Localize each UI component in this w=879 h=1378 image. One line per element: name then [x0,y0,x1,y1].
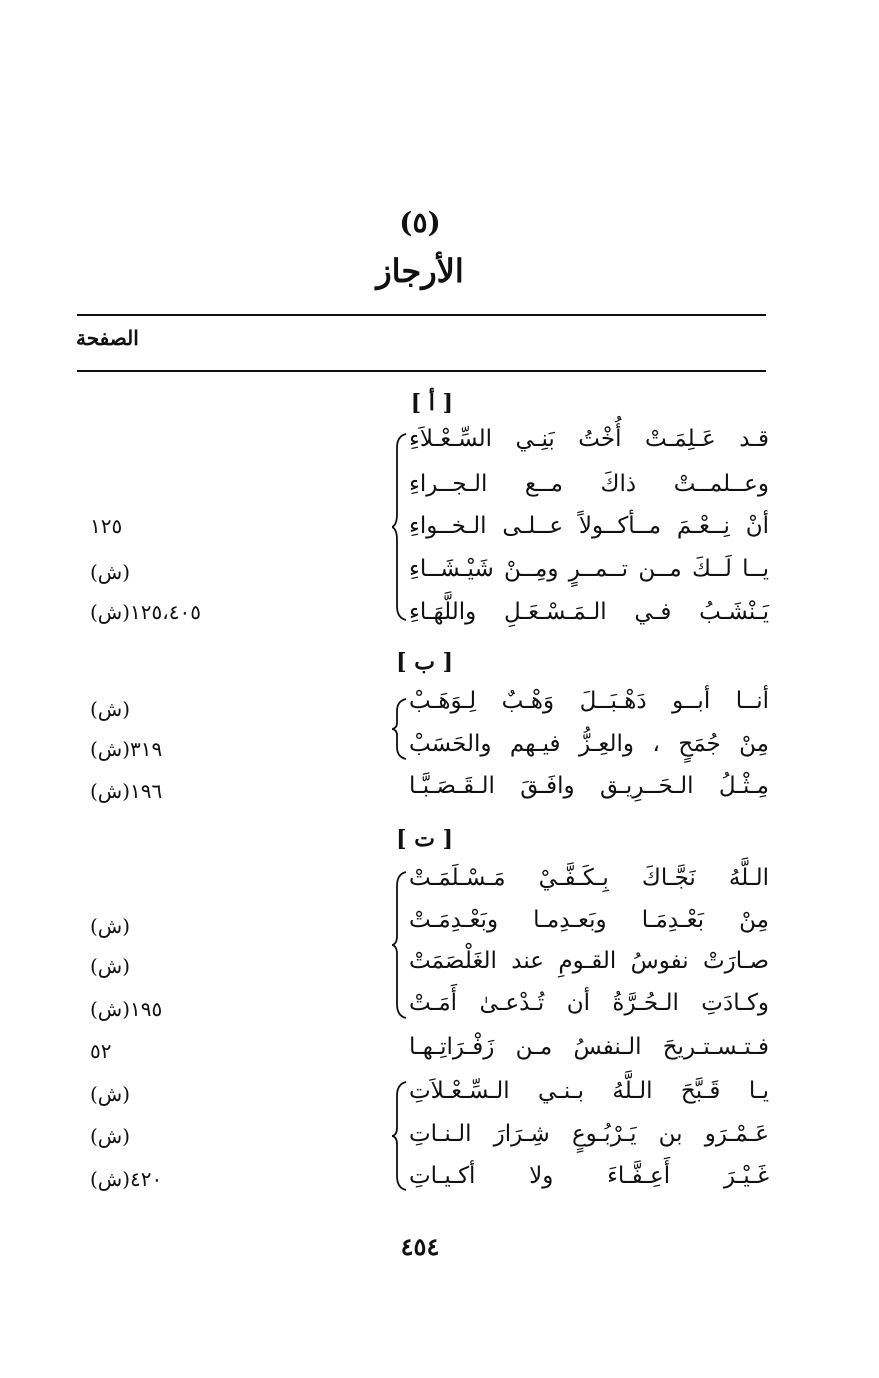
brace-bracket [392,697,410,761]
verse-line: يـا قَـبَّحَ الـلَّهُ بـنـي الـسِّـعْـلاَتِ [409,1078,769,1104]
page-reference: (ش) [90,1082,131,1106]
verse-line: صـارَتْ نفوسُ القـومِ عند الغَلْصَمَتْ [409,948,769,974]
rhyme-letter-heading: [ ب ] [396,649,453,675]
section-number: (٥) [399,206,441,239]
page-reference: ١٢٥ [90,514,123,538]
verse-line: وكـادَتِ الـحُـرَّةُ أن تُـدْعـىٰ أَمَـتْ [409,990,769,1016]
verse-line: الـلَّهُ نَجَّـاكَ بِـكَـفَّـيْ مَـسْـلَمَـتْ [409,865,769,891]
page-column-header: الصفحة [76,326,139,350]
rhyme-letter-heading: [ ت ] [396,826,453,852]
top-rule [77,314,766,316]
verse-line: مِنْ جُمَحٍ ، والعِـزُّ فيـهم والحَسَبْ [409,731,769,757]
verse-line: يَـنْشَـبُ فـي الـمَـسْـعَـلِ واللَّهَـاءِ [409,599,769,625]
verse-line: غَـيْـرَ أَعِـفَّـاءَ ولا أكـيـاتِ [409,1163,769,1189]
verse-line: عَـمْـرَو بن يَـرْبُـوعٍ شِـرَارَ الـنـاتِ [409,1121,769,1147]
verse-line: أنْ نِــعْـمَ مــأكــولاً عــلـى الـخــواءِ [409,513,769,539]
verse-line: قـد عَـلِمَـتْ أُخْتُ بَنِـي السِّـعْـلاَءِ [409,426,769,452]
page-reference: (ش) [90,954,131,978]
page-reference: (ش) [90,697,131,721]
page-reference: (ش) [90,914,131,938]
page-reference: ١٩٥(ش) [90,997,163,1021]
page-reference: (ش) [90,560,131,584]
page-number: ٤٥٤ [400,1232,440,1261]
brace-bracket [392,432,410,622]
page-reference: ١٢٥،٤٠٥(ش) [90,600,201,624]
brace-bracket [392,1080,410,1192]
verse-line: وعــلمــتْ ذاكَ مــع الـجــراءِ [409,471,769,497]
verse-line: يــا لَــكَ مــن تــمــرٍ ومِــنْ شَيْـشَــاءِ [409,556,769,582]
section-title: الأرجاز [376,252,464,290]
brace-bracket [392,870,410,1020]
page-reference: ٥٢ [90,1039,112,1063]
rhyme-letter-heading: [ أ ] [410,390,453,416]
page-reference: ٤٢٠(ش) [90,1167,163,1191]
verse-line: فـتـسـتـريحَ الـنفسُ مـن زَفْـرَاتِـهـا [409,1034,769,1060]
verse-line: مِنْ بَعْـدِمَـا وبَعـدِمـا وبَعْـدِمَـتْ [409,907,769,933]
page-reference: (ش) [90,1124,131,1148]
page-reference: ٣١٩(ش) [90,737,163,761]
verse-line: أنــا أبــو دَهْـبَــلَ وَهْـبٌ لِـوَهَـبْ [409,688,769,714]
verse-line: مِـثْـلُ الـحَــرِيـق وافَـقَ الـقَـصَـبَّـا [409,773,769,799]
header-bottom-rule [77,370,766,372]
page-reference: ١٩٦(ش) [90,779,163,803]
